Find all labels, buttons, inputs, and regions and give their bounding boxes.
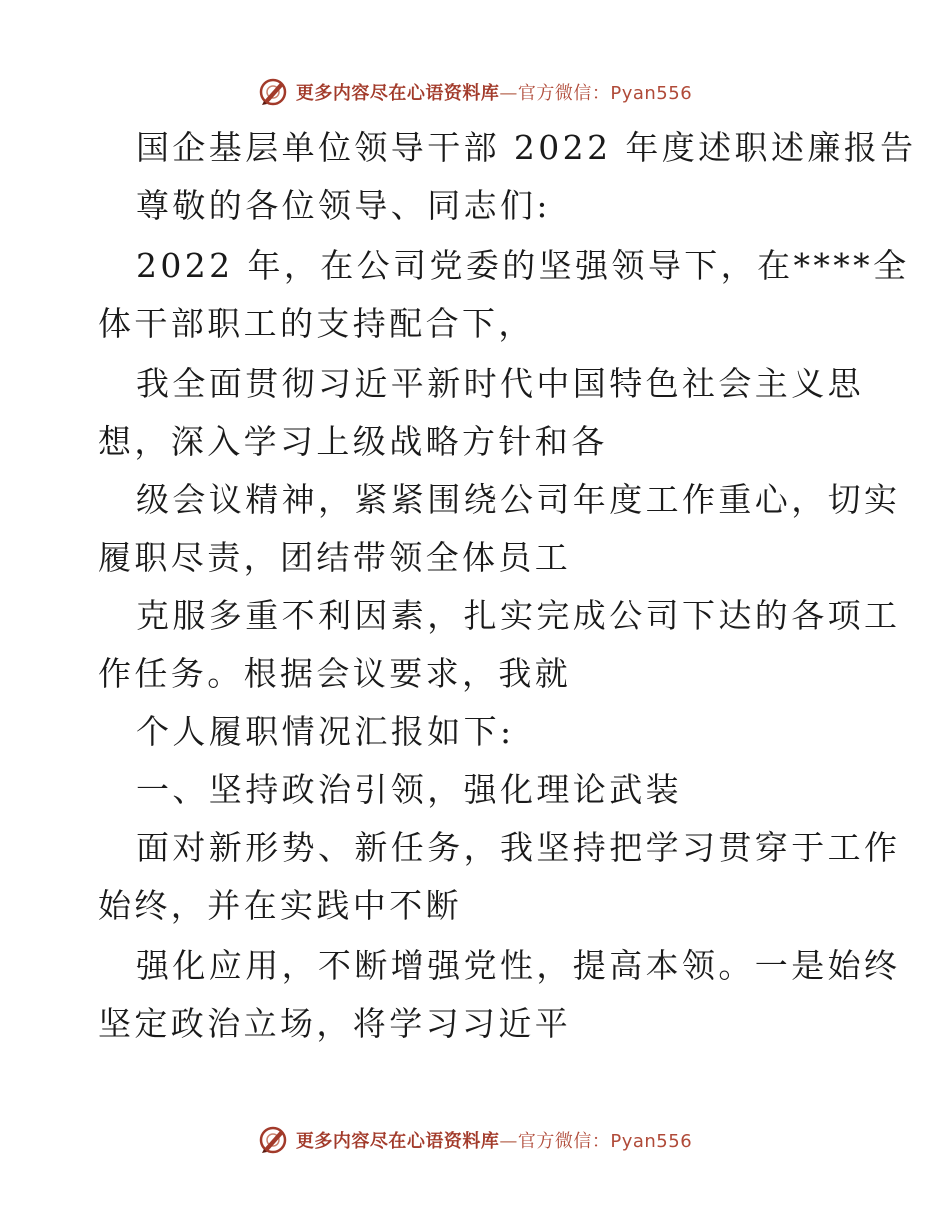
salutation: 尊敬的各位领导、同志们: <box>136 186 551 225</box>
watermark-account: Pyan556 <box>610 1131 693 1152</box>
watermark-text <box>296 1127 692 1153</box>
document-title: 国企基层单位领导干部 2022 年度述职述廉报告 <box>136 128 917 167</box>
watermark-brand: 更多内容尽在心语资料库 <box>295 1131 500 1152</box>
watermark-text <box>296 79 692 105</box>
paragraph-line: 履职尽责，团结带领全体员工 <box>98 538 572 577</box>
watermark-dash: — <box>499 83 518 104</box>
watermark-label: 官方微信： <box>517 1131 611 1152</box>
paragraph-line: 级会议精神，紧紧围绕公司年度工作重心，切实 <box>136 480 901 519</box>
footer-watermark <box>0 1122 950 1158</box>
paragraph-line: 我全面贯彻习近平新时代中国特色社会主义思 <box>136 364 864 403</box>
pen-logo-icon <box>258 77 288 107</box>
paragraph-line: 2022 年，在公司党委的坚强领导下，在****全 <box>136 246 910 285</box>
paragraph-line: 个人履职情况汇报如下: <box>136 712 515 751</box>
header-watermark <box>0 74 950 110</box>
watermark-account: Pyan556 <box>610 83 693 104</box>
paragraph-line: 想，深入学习上级战略方针和各 <box>98 422 608 461</box>
paragraph-line: 强化应用，不断增强党性，提高本领。一是始终 <box>136 946 901 985</box>
pen-logo-icon <box>258 1125 288 1155</box>
paragraph-line: 作任务。根据会议要求，我就 <box>98 654 572 693</box>
section-heading: 一、坚持政治引领，强化理论武装 <box>136 770 682 809</box>
watermark-brand: 更多内容尽在心语资料库 <box>295 83 500 104</box>
watermark-dash: — <box>499 1131 518 1152</box>
paragraph-line: 面对新形势、新任务，我坚持把学习贯穿于工作 <box>136 828 901 867</box>
paragraph-line: 体干部职工的支持配合下， <box>98 304 535 343</box>
paragraph-line: 始终，并在实践中不断 <box>98 886 462 925</box>
paragraph-line: 坚定政治立场，将学习习近平 <box>98 1004 572 1043</box>
paragraph-line: 克服多重不利因素，扎实完成公司下达的各项工 <box>136 596 901 635</box>
watermark-label: 官方微信： <box>517 83 611 104</box>
